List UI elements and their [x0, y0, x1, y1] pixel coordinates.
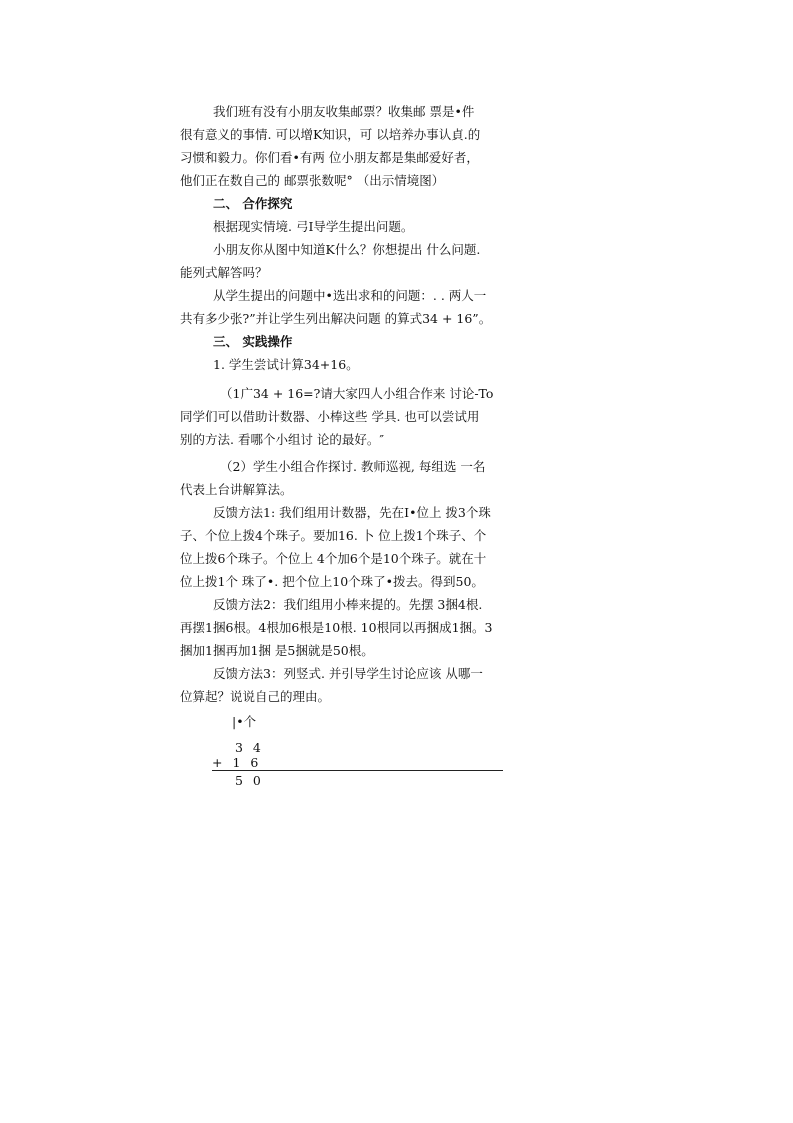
step-2-line-2: 代表上台讲解算法。: [180, 482, 293, 497]
calc-addend-1: 3 4: [235, 740, 264, 755]
intro-line-1: 我们班有没有小朋友收集邮票？收集邮 票是•件: [213, 104, 475, 119]
intro-line-4: 他们正在数自己的 邮票张数呢° （出示情境图）: [180, 173, 445, 188]
method3-line-1: 反馈方法3：列竖式. 并引导学生讨论应该 从哪一: [213, 666, 483, 681]
step-2-line-1: （2）学生小组合作探讨. 教师巡视, 每组选 一名: [220, 459, 486, 474]
intro-line-2: 很有意义的事情. 可以增K知识，可 以培养办事认貞.的: [180, 127, 481, 142]
method2-line-3: 捆加1捆再加1捆 是5捆就是50根。: [180, 643, 374, 658]
intro-line-3: 习惯和毅力。你们看•有两 位小朋友都是集邮爱好者，: [180, 150, 479, 165]
method2-line-2: 再摆1捆6根。4根加6根是10根. 10根同以再捆成1捆。3: [180, 620, 493, 635]
method2-line-1: 反馈方法2：我们组用小棒来提的。先摆 3捆4根.: [213, 597, 483, 612]
section2-line-4: 从学生提出的问题中•选出求和的问题：. . 两人一: [213, 288, 487, 303]
discussion-line-2: 同学们可以借助计数器、小棒这些 学具. 也可以尝试用: [180, 409, 480, 424]
section2-line-5: 共有多少张?”并让学生列出解决问题 的算式34 + 16”。: [180, 311, 492, 326]
place-value-header: |•个: [232, 714, 257, 729]
method1-line-2: 子、个位上拨4个珠子。要加16. 卜 位上拨1个珠子、个: [180, 528, 487, 543]
calc-divider-line: [212, 770, 503, 771]
method1-line-1: 反馈方法1: 我们组用计数器，先在I•位上 拨3个珠: [213, 505, 491, 520]
method1-line-4: 位上拨1个 珠了•. 把个位上10个珠了•拨去。得到50。: [180, 574, 484, 589]
method3-line-2: 位算起？说说自己的理由。: [180, 689, 331, 704]
method1-line-3: 位上拨6个珠子。个位上 4个加6个是10个珠子。就在十: [180, 551, 487, 566]
discussion-line-3: 别的方法. 看哪个小组讨 论的最好。″: [180, 432, 385, 447]
calc-addend-2: + 1 6: [212, 755, 262, 770]
section-heading-practice: 三、 实践操作: [213, 334, 293, 349]
discussion-line-1: （1广34 + 16=?请大家四人小组合作来 讨论-To: [220, 386, 494, 401]
section2-line-2: 小朋友你从图中知道K什么？你想提出 什么问题.: [213, 242, 481, 257]
step-1-line: 1. 学生尝试计算34+16。: [213, 357, 359, 372]
section-heading-cooperative-inquiry: 二、 合作探究: [213, 196, 293, 211]
section2-line-3: 能列式解答吗？: [180, 265, 268, 280]
calc-result: 5 0: [235, 773, 264, 788]
section2-line-1: 根据现实情境. 弓I导学生提出问题。: [213, 219, 414, 234]
